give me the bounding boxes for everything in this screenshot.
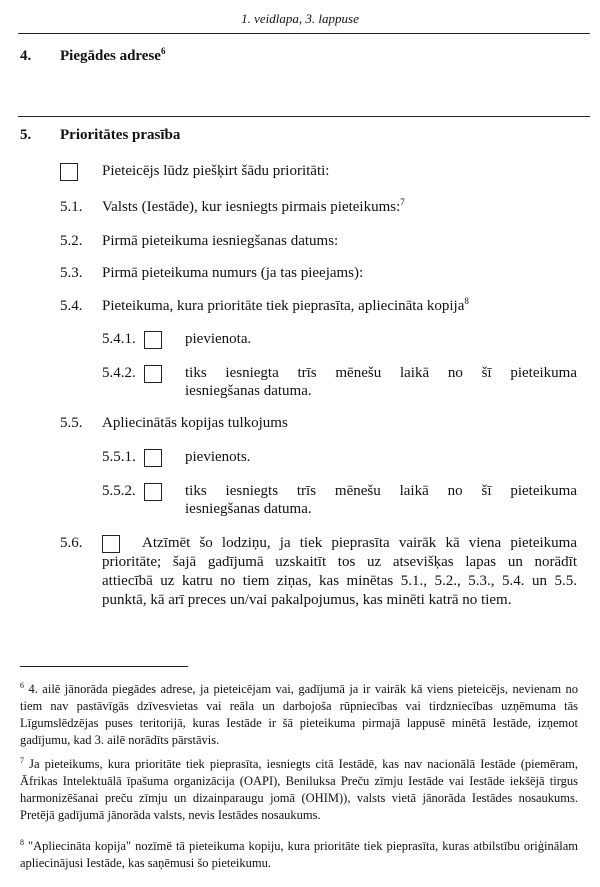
header-divider: [18, 33, 590, 34]
item-5-6-line-1: Atzīmēt šo lodziņu, ja tiek pieprasīta vairāk kā viena pieteikuma: [142, 535, 577, 551]
multiple-priorities-checkbox[interactable]: [102, 535, 120, 553]
item-5-1-label: [102, 198, 405, 217]
item-5-2-number: 5.2.: [60, 233, 83, 249]
item-5-5-2-line-2: iesniegšanas datuma.: [185, 501, 312, 517]
footnote-6: [20, 681, 578, 749]
footnote-8-text: "Apliecināta kopija" nozīmē tā pieteikuma kopiju, kura prioritāte tiek pieprasīta, kuras atbilstību oriģinālam apliecinājusi Iestāde, kas saņēmusi šo pieteikumu.: [20, 839, 579, 870]
footnote-8-marker: 8: [20, 837, 24, 847]
item-5-4-2-number: 5.4.2.: [102, 365, 136, 381]
translation-attached-checkbox[interactable]: [144, 449, 162, 467]
item-5-5-number: 5.5.: [60, 415, 83, 431]
footnote-8: [20, 838, 578, 872]
item-5-5-2-line-1: tiks iesniegts trīs mēnešu laikā no šī pieteikuma: [185, 483, 577, 499]
item-5-4-text: Pieteikuma, kura prioritāte tiek pieprasīta, apliecināta kopija: [102, 298, 465, 314]
item-5-5-1-number: 5.5.1.: [102, 449, 136, 465]
section-5-title: Prioritātes prasība: [60, 127, 181, 143]
translation-later-checkbox[interactable]: [144, 483, 162, 501]
footnote-ref-8: 8: [464, 296, 469, 306]
footnote-7-marker: 7: [20, 755, 24, 765]
item-5-5-label: Apliecinātās kopijas tulkojums: [102, 415, 288, 431]
page-header: 1. veidlapa, 3. lappuse: [241, 11, 359, 26]
section-4-title-text: Piegādes adrese: [60, 48, 161, 64]
item-5-4-1-label: pievienota.: [185, 331, 252, 347]
item-5-5-2-number: 5.5.2.: [102, 483, 136, 499]
item-5-5-1-label: pievienots.: [185, 449, 251, 465]
footnote-ref-6: 6: [160, 46, 166, 56]
footnote-7-text: Ja pieteikums, kura prioritāte tiek pieprasīta, iesniegts citā Iestādē, kas nav nacionālā Iestāde (piemēram, Āfrikas Intelektuālā īpašuma organizācija (OAPI), Beniluksa Preču zīmju Iestāde vai Iestāde iekšējā tirgus harmonizēšanai preču zīmju un dizainparaugu jomā (OHIM)), valsts vietā jānorāda Iestādes nosaukums. Pretējā gadījumā jānorāda valsts, nevis Iestādes nosaukums.: [20, 757, 579, 822]
priority-request-checkbox[interactable]: [60, 163, 78, 181]
item-5-4-1-number: 5.4.1.: [102, 331, 136, 347]
section-4-title: [60, 48, 165, 65]
item-5-6-line-3: attiecībā uz katru no tiem ziņas, kas minētas 5.1., 5.2., 5.3., 5.4. un 5.5.: [102, 573, 577, 589]
item-5-2-label: Pirmā pieteikuma iesniegšanas datums:: [102, 233, 339, 249]
item-5-4-2-line-2: iesniegšanas datuma.: [185, 383, 312, 399]
section-5-number: 5.: [20, 127, 32, 143]
item-5-4-2-line-1: tiks iesniegta trīs mēnešu laikā no šī pieteikuma: [185, 365, 577, 381]
item-5-6-line-4: punktā, kā arī preces un/vai pakalpojumus, kas minēti katrā no tiem.: [102, 592, 512, 608]
section-4-divider: [18, 116, 590, 117]
item-5-4-number: 5.4.: [60, 298, 83, 314]
footnote-ref-7: 7: [400, 197, 405, 207]
footnote-7: [20, 756, 578, 824]
footnote-6-marker: 6: [20, 680, 24, 690]
item-5-3-label: Pirmā pieteikuma numurs (ja tas pieejams):: [102, 265, 364, 281]
section-4-number: 4.: [20, 48, 32, 64]
item-5-6-line-2: prioritāte; šajā gadījumā uzskaitīt tos uz atsevišķas lapas un norādīt: [102, 554, 577, 570]
copy-later-checkbox[interactable]: [144, 365, 162, 383]
priority-intro: Pieteicējs lūdz piešķirt šādu prioritāti:: [102, 163, 330, 179]
item-5-1-number: 5.1.: [60, 199, 83, 215]
footnote-6-text: 4. ailē jānorāda piegādes adrese, ja pieteicējam vai, gadījumā ja ir vairāk kā viens pieteicējs, nevienam no tiem nav pastāvīgās dzīvesvietas vai reāla un darbojoša rūpniecības vai tirdzniecības uzņēmuma tās Līgumslēdzējas puses teritorijā, kuras Iestāde ir šā pieteikuma pirmajā lappusē minētā Iestāde, izņemot gadījumu, kad 3. ailē norādīts pārstāvis.: [20, 682, 579, 747]
item-5-3-number: 5.3.: [60, 265, 83, 281]
item-5-1-text: Valsts (Iestāde), kur iesniegts pirmais pieteikums:: [102, 199, 401, 215]
footnote-separator: [20, 666, 188, 667]
copy-attached-checkbox[interactable]: [144, 331, 162, 349]
item-5-4-label: [102, 297, 469, 316]
item-5-6-number: 5.6.: [60, 535, 83, 551]
